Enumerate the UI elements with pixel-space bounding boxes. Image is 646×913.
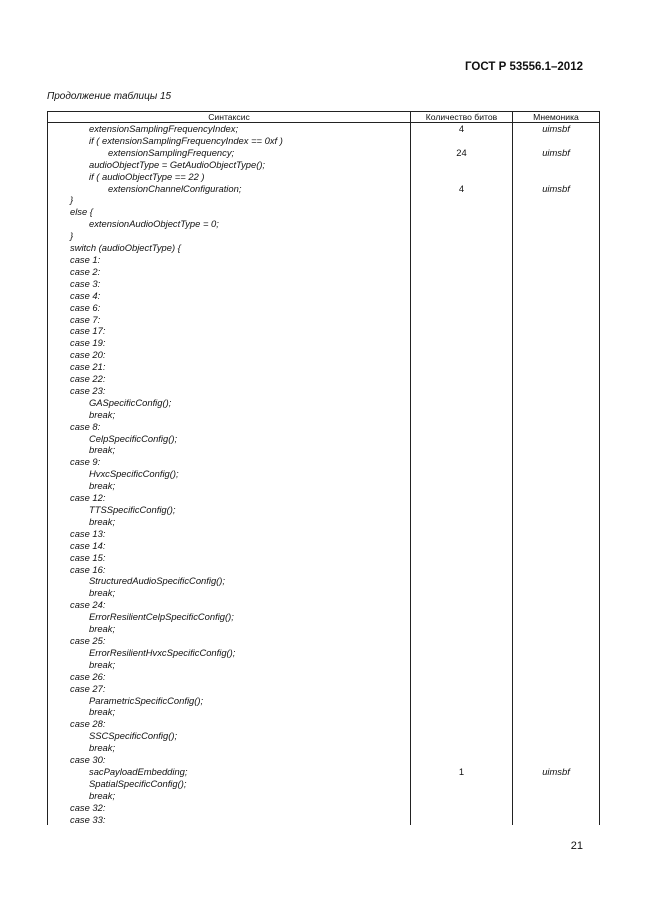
syntax-cell: HvxcSpecificConfig(); — [48, 468, 411, 480]
table-body — [48, 123, 600, 826]
syntax-cell: SSCSpecificConfig(); — [48, 730, 411, 742]
bits-cell — [411, 611, 513, 623]
mnemonic-cell — [513, 778, 600, 790]
syntax-cell: case 30: — [48, 754, 411, 766]
mnemonic-cell — [513, 314, 600, 326]
table-row — [48, 540, 600, 552]
bits-cell — [411, 528, 513, 540]
table-row — [48, 599, 600, 611]
syntax-cell: } — [48, 230, 411, 242]
mnemonic-cell: uimsbf — [513, 147, 600, 159]
syntax-cell: case 32: — [48, 802, 411, 814]
syntax-cell: audioObjectType = GetAudioObjectType(); — [48, 159, 411, 171]
mnemonic-cell — [513, 254, 600, 266]
mnemonic-cell — [513, 206, 600, 218]
syntax-cell: case 8: — [48, 421, 411, 433]
bits-cell — [411, 814, 513, 826]
bits-cell — [411, 647, 513, 659]
mnemonic-cell — [513, 218, 600, 230]
mnemonic-cell — [513, 421, 600, 433]
table-row — [48, 159, 600, 171]
mnemonic-cell — [513, 337, 600, 349]
bits-cell — [411, 623, 513, 635]
mnemonic-cell: uimsbf — [513, 183, 600, 195]
bits-cell — [411, 778, 513, 790]
syntax-cell: SpatialSpecificConfig(); — [48, 778, 411, 790]
bits-cell — [411, 516, 513, 528]
bits-cell — [411, 635, 513, 647]
syntax-cell: case 26: — [48, 671, 411, 683]
table-row — [48, 218, 600, 230]
table-row — [48, 647, 600, 659]
standard-header: ГОСТ Р 53556.1–2012 — [465, 61, 583, 73]
mnemonic-cell — [513, 290, 600, 302]
bits-cell — [411, 552, 513, 564]
syntax-cell: ErrorResilientCelpSpecificConfig(); — [48, 611, 411, 623]
syntax-cell: TTSSpecificConfig(); — [48, 504, 411, 516]
mnemonic-cell — [513, 504, 600, 516]
table-row — [48, 504, 600, 516]
syntax-cell: sacPayloadEmbedding; — [48, 766, 411, 778]
syntax-table — [47, 111, 600, 825]
syntax-cell: case 16: — [48, 564, 411, 576]
bits-cell — [411, 349, 513, 361]
bits-cell — [411, 790, 513, 802]
syntax-cell: case 25: — [48, 635, 411, 647]
table-header-row — [48, 112, 600, 123]
bits-cell — [411, 599, 513, 611]
mnemonic-cell — [513, 349, 600, 361]
bits-cell — [411, 254, 513, 266]
bits-cell — [411, 242, 513, 254]
mnemonic-cell — [513, 433, 600, 445]
mnemonic-cell — [513, 742, 600, 754]
mnemonic-cell — [513, 516, 600, 528]
mnemonic-cell — [513, 480, 600, 492]
mnemonic-cell — [513, 278, 600, 290]
table-row — [48, 361, 600, 373]
table-row — [48, 611, 600, 623]
table-row — [48, 730, 600, 742]
mnemonic-cell — [513, 409, 600, 421]
table-row — [48, 444, 600, 456]
syntax-cell: case 22: — [48, 373, 411, 385]
syntax-cell: break; — [48, 480, 411, 492]
table-row — [48, 278, 600, 290]
mnemonic-cell — [513, 695, 600, 707]
syntax-cell: case 12: — [48, 492, 411, 504]
bits-cell — [411, 361, 513, 373]
mnemonic-cell — [513, 599, 600, 611]
bits-cell — [411, 564, 513, 576]
bits-cell — [411, 409, 513, 421]
mnemonic-cell: uimsbf — [513, 123, 600, 135]
mnemonic-cell — [513, 790, 600, 802]
mnemonic-cell — [513, 361, 600, 373]
syntax-cell: break; — [48, 444, 411, 456]
table-row — [48, 575, 600, 587]
syntax-cell: extensionSamplingFrequencyIndex; — [48, 123, 411, 135]
bits-cell: 24 — [411, 147, 513, 159]
mnemonic-cell — [513, 528, 600, 540]
bits-cell — [411, 730, 513, 742]
syntax-cell: case 19: — [48, 337, 411, 349]
syntax-cell: case 17: — [48, 325, 411, 337]
table-row — [48, 718, 600, 730]
syntax-cell: break; — [48, 623, 411, 635]
table-row — [48, 290, 600, 302]
syntax-cell: case 21: — [48, 361, 411, 373]
syntax-cell: break; — [48, 587, 411, 599]
bits-cell — [411, 492, 513, 504]
table-row — [48, 587, 600, 599]
bits-cell — [411, 171, 513, 183]
syntax-cell: break; — [48, 706, 411, 718]
mnemonic-cell — [513, 266, 600, 278]
syntax-cell: case 15: — [48, 552, 411, 564]
mnemonic-cell — [513, 456, 600, 468]
table-row — [48, 564, 600, 576]
table-row — [48, 468, 600, 480]
bits-cell — [411, 683, 513, 695]
mnemonic-cell — [513, 230, 600, 242]
bits-cell — [411, 290, 513, 302]
table-row — [48, 480, 600, 492]
table-row — [48, 623, 600, 635]
table-row — [48, 706, 600, 718]
table-row — [48, 742, 600, 754]
mnemonic-cell — [513, 659, 600, 671]
syntax-cell: if ( extensionSamplingFrequencyIndex == 0xf ) — [48, 135, 411, 147]
syntax-cell: extensionChannelConfiguration; — [48, 183, 411, 195]
bits-cell — [411, 373, 513, 385]
bits-cell — [411, 587, 513, 599]
bits-cell — [411, 194, 513, 206]
mnemonic-cell — [513, 540, 600, 552]
table-row — [48, 433, 600, 445]
table-row — [48, 528, 600, 540]
bits-cell — [411, 135, 513, 147]
syntax-cell: break; — [48, 790, 411, 802]
bits-cell — [411, 659, 513, 671]
column-header-mnemonic: Мнемоника — [513, 112, 600, 123]
syntax-cell: case 2: — [48, 266, 411, 278]
table-row — [48, 766, 600, 778]
mnemonic-cell — [513, 671, 600, 683]
table-row — [48, 337, 600, 349]
bits-cell — [411, 433, 513, 445]
bits-cell — [411, 504, 513, 516]
bits-cell — [411, 302, 513, 314]
syntax-cell: case 33: — [48, 814, 411, 826]
syntax-cell: case 20: — [48, 349, 411, 361]
syntax-cell: case 23: — [48, 385, 411, 397]
mnemonic-cell — [513, 159, 600, 171]
syntax-cell: break; — [48, 409, 411, 421]
mnemonic-cell — [513, 611, 600, 623]
bits-cell — [411, 444, 513, 456]
syntax-cell: case 7: — [48, 314, 411, 326]
table-row — [48, 373, 600, 385]
table-row — [48, 814, 600, 826]
bits-cell — [411, 754, 513, 766]
table-row — [48, 230, 600, 242]
syntax-cell: case 1: — [48, 254, 411, 266]
column-header-syntax: Синтаксис — [48, 112, 411, 123]
mnemonic-cell — [513, 754, 600, 766]
bits-cell — [411, 230, 513, 242]
table-row — [48, 385, 600, 397]
mnemonic-cell — [513, 802, 600, 814]
table-row — [48, 123, 600, 135]
mnemonic-cell — [513, 373, 600, 385]
mnemonic-cell — [513, 564, 600, 576]
bits-cell — [411, 468, 513, 480]
bits-cell — [411, 802, 513, 814]
mnemonic-cell — [513, 385, 600, 397]
table-row — [48, 349, 600, 361]
syntax-cell: break; — [48, 516, 411, 528]
syntax-cell: case 6: — [48, 302, 411, 314]
mnemonic-cell — [513, 397, 600, 409]
syntax-cell: case 28: — [48, 718, 411, 730]
syntax-cell: case 4: — [48, 290, 411, 302]
mnemonic-cell — [513, 647, 600, 659]
mnemonic-cell — [513, 683, 600, 695]
bits-cell — [411, 718, 513, 730]
table-row — [48, 552, 600, 564]
table-caption: Продолжение таблицы 15 — [47, 91, 172, 102]
table-row — [48, 397, 600, 409]
bits-cell — [411, 278, 513, 290]
bits-cell — [411, 159, 513, 171]
bits-cell — [411, 540, 513, 552]
table-row — [48, 659, 600, 671]
mnemonic-cell — [513, 575, 600, 587]
syntax-cell: case 3: — [48, 278, 411, 290]
bits-cell — [411, 742, 513, 754]
table-row — [48, 194, 600, 206]
mnemonic-cell — [513, 302, 600, 314]
mnemonic-cell — [513, 623, 600, 635]
column-header-bits: Количество битов — [411, 112, 513, 123]
mnemonic-cell — [513, 492, 600, 504]
syntax-cell: if ( audioObjectType == 22 ) — [48, 171, 411, 183]
table-row — [48, 802, 600, 814]
bits-cell — [411, 706, 513, 718]
bits-cell — [411, 456, 513, 468]
bits-cell — [411, 671, 513, 683]
mnemonic-cell — [513, 468, 600, 480]
mnemonic-cell — [513, 635, 600, 647]
table-row — [48, 635, 600, 647]
bits-cell — [411, 218, 513, 230]
syntax-cell: CelpSpecificConfig(); — [48, 433, 411, 445]
mnemonic-cell — [513, 706, 600, 718]
mnemonic-cell — [513, 325, 600, 337]
syntax-cell: } — [48, 194, 411, 206]
table-row — [48, 266, 600, 278]
table-row — [48, 147, 600, 159]
table-row — [48, 790, 600, 802]
bits-cell — [411, 266, 513, 278]
mnemonic-cell — [513, 552, 600, 564]
mnemonic-cell — [513, 814, 600, 826]
syntax-cell: case 13: — [48, 528, 411, 540]
mnemonic-cell — [513, 194, 600, 206]
bits-cell — [411, 480, 513, 492]
mnemonic-cell — [513, 242, 600, 254]
table-row — [48, 754, 600, 766]
table-row — [48, 671, 600, 683]
table-row — [48, 409, 600, 421]
table-row — [48, 206, 600, 218]
table-row — [48, 254, 600, 266]
bits-cell: 1 — [411, 766, 513, 778]
table-row — [48, 516, 600, 528]
syntax-cell: case 24: — [48, 599, 411, 611]
table-row — [48, 302, 600, 314]
syntax-cell: ParametricSpecificConfig(); — [48, 695, 411, 707]
table-row — [48, 695, 600, 707]
syntax-cell: break; — [48, 742, 411, 754]
mnemonic-cell — [513, 171, 600, 183]
syntax-cell: case 9: — [48, 456, 411, 468]
bits-cell — [411, 337, 513, 349]
syntax-cell: break; — [48, 659, 411, 671]
bits-cell: 4 — [411, 123, 513, 135]
mnemonic-cell: uimsbf — [513, 766, 600, 778]
table-row — [48, 314, 600, 326]
bits-cell — [411, 385, 513, 397]
syntax-cell: extensionAudioObjectType = 0; — [48, 218, 411, 230]
bits-cell — [411, 695, 513, 707]
bits-cell — [411, 575, 513, 587]
mnemonic-cell — [513, 730, 600, 742]
bits-cell — [411, 206, 513, 218]
mnemonic-cell — [513, 718, 600, 730]
table-row — [48, 171, 600, 183]
syntax-cell: else { — [48, 206, 411, 218]
table-row — [48, 456, 600, 468]
table-row — [48, 683, 600, 695]
syntax-cell: case 14: — [48, 540, 411, 552]
syntax-cell: StructuredAudioSpecificConfig(); — [48, 575, 411, 587]
bits-cell — [411, 397, 513, 409]
mnemonic-cell — [513, 444, 600, 456]
syntax-cell: switch (audioObjectType) { — [48, 242, 411, 254]
table-row — [48, 492, 600, 504]
syntax-cell: ErrorResilientHvxcSpecificConfig(); — [48, 647, 411, 659]
syntax-cell: case 27: — [48, 683, 411, 695]
syntax-cell: GASpecificConfig(); — [48, 397, 411, 409]
bits-cell — [411, 314, 513, 326]
table-row — [48, 183, 600, 195]
table-row — [48, 778, 600, 790]
syntax-cell: extensionSamplingFrequency; — [48, 147, 411, 159]
bits-cell — [411, 421, 513, 433]
page-number: 21 — [570, 840, 583, 852]
bits-cell — [411, 325, 513, 337]
table-row — [48, 325, 600, 337]
mnemonic-cell — [513, 135, 600, 147]
table-row — [48, 135, 600, 147]
table-row — [48, 421, 600, 433]
mnemonic-cell — [513, 587, 600, 599]
table-row — [48, 242, 600, 254]
bits-cell: 4 — [411, 183, 513, 195]
